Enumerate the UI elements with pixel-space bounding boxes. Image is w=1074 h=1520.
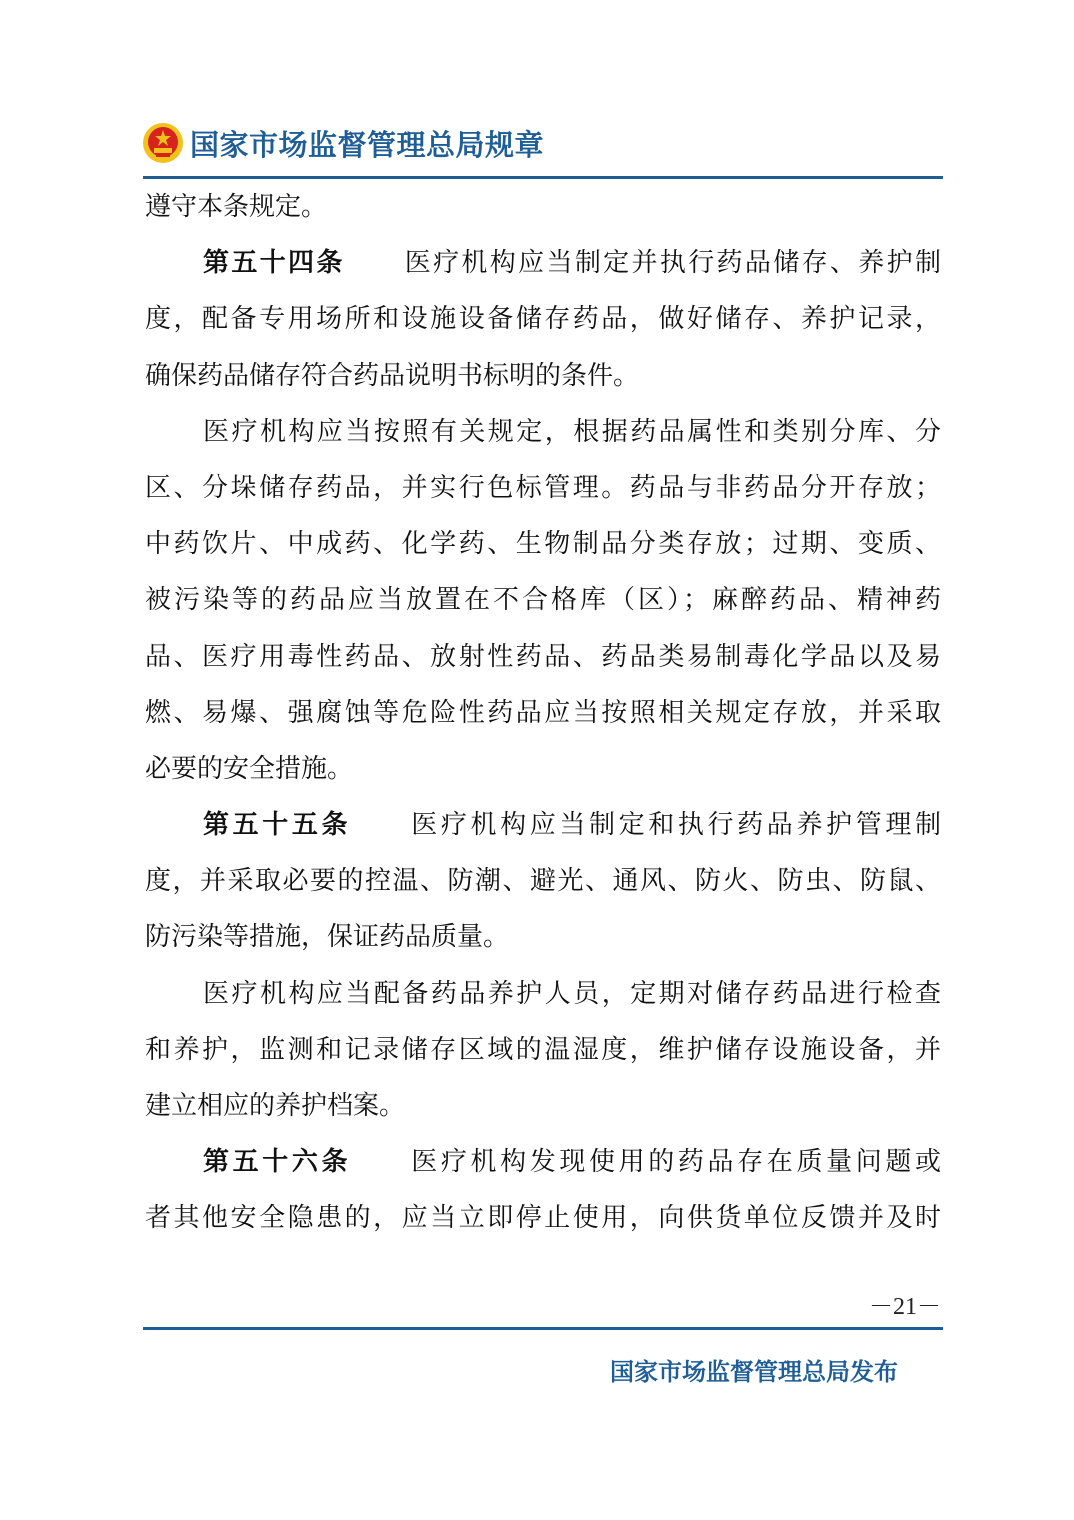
text-line: 必要的安全措施。	[145, 753, 354, 784]
text-line: 被污染等的药品应当放置在不合格库（区）；麻醉药品、精神药	[145, 585, 941, 616]
text-line: 品、医疗用毒性药品、放射性药品、药品类易制毒化学品以及易	[145, 641, 941, 672]
text-line: 和养护，监测和记录储存区域的温湿度，维护储存设施设备，并	[145, 1034, 941, 1065]
text-line	[145, 235, 941, 291]
page-header	[142, 118, 544, 168]
text-line: 防污染等措施，保证药品质量。	[145, 922, 510, 953]
text-line: 医疗机构应当配备药品养护人员，定期对储存药品进行检查	[203, 978, 941, 1009]
text-line	[145, 797, 941, 853]
national-emblem-icon	[142, 122, 184, 164]
text-line: 度，并采取必要的控温、防潮、避光、通风、防火、防虫、防鼠、	[145, 866, 941, 897]
text-line: 建立相应的养护档案。	[145, 1091, 406, 1121]
text-line: 医疗机构应当按照有关规定，根据药品属性和类别分库、分	[203, 416, 941, 447]
text-line: 者其他安全隐患的，应当立即停止使用，向供货单位反馈并及时	[145, 1203, 941, 1234]
footer-publisher: 国家市场监督管理总局发布	[610, 1358, 898, 1386]
text-line: 遵守本条规定。	[145, 192, 328, 222]
document-body	[145, 179, 941, 1247]
footer-divider	[143, 1327, 943, 1330]
article-number: 第五十五条	[203, 810, 352, 841]
text-segment: 医疗机构发现使用的药品存在质量问题或	[411, 1147, 941, 1178]
page-number: －21－	[869, 1294, 941, 1320]
text-line: 区、分垛储存药品，并实行色标管理。药品与非药品分开存放；	[145, 472, 941, 503]
text-segment: 医疗机构应当制定和执行药品养护管理制	[411, 810, 941, 841]
text-line: 确保药品储存符合药品说明书标明的条件。	[145, 360, 640, 391]
text-line: 燃、易爆、强腐蚀等危险性药品应当按照相关规定存放，并采取	[145, 697, 941, 728]
text-line: 度，配备专用场所和设施设备储存药品，做好储存、养护记录，	[145, 304, 941, 335]
article-number: 第五十四条	[203, 248, 345, 279]
text-line: 中药饮片、中成药、化学药、生物制品分类存放；过期、变质、	[145, 529, 941, 560]
header-title: 国家市场监督管理总局规章	[190, 127, 545, 162]
article-number: 第五十六条	[203, 1147, 352, 1178]
text-line	[145, 1134, 941, 1190]
text-segment: 医疗机构应当制定并执行药品储存、养护制	[404, 248, 941, 279]
